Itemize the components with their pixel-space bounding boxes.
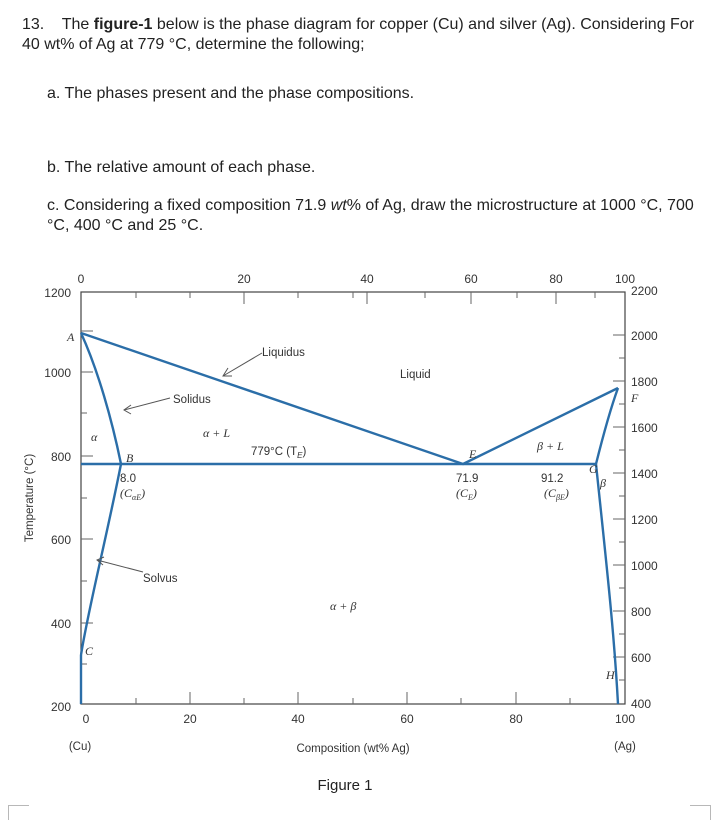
figure-caption: Figure 1 [317, 777, 373, 794]
solidus-beta-line [596, 388, 618, 464]
bottom-tick-label: 0 [82, 712, 90, 726]
c-beta-e-symbol [544, 486, 569, 502]
c-e-symbol [456, 486, 477, 502]
point-h-label: H [606, 668, 615, 682]
c-e-value: 71.9 [456, 473, 479, 485]
top-tick-label: 40 [360, 272, 374, 286]
fahrenheit-unit: F [631, 391, 639, 405]
part-c-rest: % of Ag, draw the microstructure at 1000 °C, 700 °C, 400 °C and 25 °C. [47, 197, 694, 234]
right-tick-label: 2000 [631, 329, 658, 343]
right-tick-marks [613, 335, 625, 680]
c-alpha-e-value: 8.0 [120, 473, 136, 485]
right-tick-label: 1600 [631, 421, 658, 435]
eutectic-temp-close: ) [302, 446, 307, 458]
x-right-end-label: (Ag) [614, 741, 636, 753]
eutectic-temp-sub: E [297, 451, 303, 460]
point-c-label: C [85, 644, 94, 658]
figure-reference: figure-1 [93, 16, 153, 33]
point-g-label: G [589, 462, 598, 476]
question-intro-start: The [61, 16, 90, 33]
right-tick-label: 2200 [631, 284, 658, 298]
right-tick-label: 1200 [631, 513, 658, 527]
c-beta-e-sub: βE [556, 493, 565, 502]
bottom-tick-label: 40 [291, 712, 305, 726]
beta-region-label: β [600, 476, 606, 490]
top-tick-label: 20 [237, 272, 251, 286]
c-beta-e-value: 91.2 [541, 473, 564, 485]
phase-boundaries [81, 333, 618, 704]
left-tick-label: 200 [50, 700, 71, 714]
left-tick-marks [81, 331, 93, 664]
left-tick-label: 600 [50, 533, 71, 547]
top-tick-labels [78, 272, 636, 286]
top-tick-label: 0 [77, 272, 85, 286]
alpha-plus-beta-label: α + β [330, 599, 357, 613]
eutectic-temp-text: 779°C (T [251, 446, 298, 458]
top-tick-label: 60 [464, 272, 478, 286]
top-tick-label: 80 [549, 272, 563, 286]
c-beta-e-close: ) [564, 486, 569, 500]
left-tick-label: 1200 [44, 286, 71, 300]
bottom-tick-marks [136, 692, 570, 704]
question-number: 13. [22, 16, 45, 33]
solvus-alpha-line [81, 464, 121, 655]
left-tick-label: 400 [50, 617, 71, 631]
part-a: a. The phases present and the phase compositions. [47, 85, 415, 102]
point-a-label: A [67, 330, 75, 344]
right-tick-label: 400 [631, 697, 652, 711]
c-alpha-e-close: ) [141, 486, 146, 500]
right-tick-label: 1800 [631, 375, 658, 389]
x-left-end-label: (Cu) [68, 741, 92, 753]
alpha-plus-liquid-label: α + L [203, 426, 231, 440]
bottom-tick-label: 60 [400, 712, 414, 726]
solvus-label: Solvus [143, 573, 178, 585]
top-tick-label: 100 [614, 272, 636, 286]
c-alpha-e-sub: αE [132, 493, 142, 502]
c-e-sym: (C [456, 486, 468, 500]
left-tick-labels [44, 286, 71, 714]
left-tick-label: 800 [50, 450, 71, 464]
bottom-tick-label: 80 [509, 712, 523, 726]
x-axis-title: Composition (wt% Ag) [296, 743, 410, 755]
right-tick-label: 1400 [631, 467, 658, 481]
solidus-label: Solidus [173, 394, 211, 406]
point-e-label: E [469, 447, 477, 461]
right-tick-label: 800 [631, 605, 652, 619]
right-tick-label: 1000 [631, 559, 658, 573]
beta-plus-liquid-label: β + L [537, 439, 564, 453]
top-tick-marks [136, 292, 595, 304]
left-tick-label: 1000 [44, 366, 71, 380]
alpha-region-label: α [91, 430, 98, 444]
liquidus-label: Liquidus [262, 347, 305, 359]
solidus-alpha-line [81, 333, 121, 464]
bottom-tick-label: 100 [614, 712, 636, 726]
bottom-tick-labels [83, 712, 636, 726]
right-tick-label: 600 [631, 651, 652, 665]
eutectic-temperature-label [251, 446, 306, 460]
y-axis-title: Temperature (°C) [24, 453, 36, 543]
right-tick-labels [631, 284, 658, 711]
page-corner-left [8, 805, 29, 820]
question-intro-rest: below is the phase diagram for copper (Cu) and silver (Ag). Considering For 40 wt% of Ag at 779 °C, determine the following; [22, 16, 695, 53]
c-alpha-e-symbol [120, 486, 145, 502]
liquid-label: Liquid [400, 369, 431, 381]
point-b-label: B [126, 451, 134, 465]
c-e-close: ) [472, 486, 477, 500]
part-c-wt: wt [330, 197, 347, 214]
part-b: b. The relative amount of each phase. [47, 159, 316, 176]
c-beta-e-sym: (C [544, 486, 556, 500]
c-alpha-e-sym: (C [120, 486, 132, 500]
bottom-tick-label: 20 [183, 712, 197, 726]
page-corner-right [690, 805, 711, 820]
c-e-sub: E [468, 493, 473, 502]
part-c-start: c. Considering a fixed composition 71.9 [47, 197, 327, 214]
